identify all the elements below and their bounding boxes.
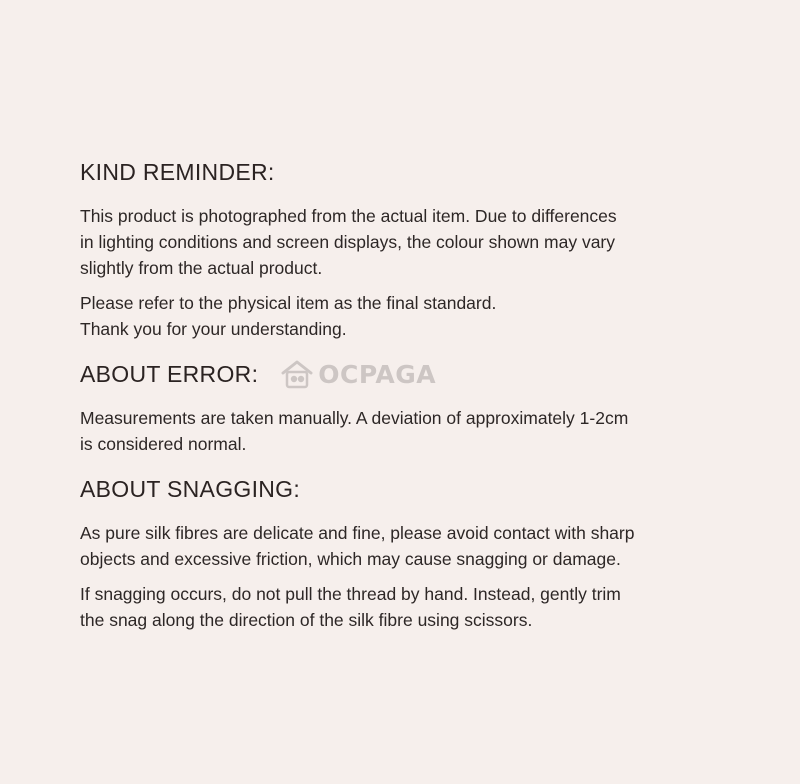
- about-error-heading: ABOUT ERROR:: [80, 361, 259, 387]
- kind-reminder-line: Thank you for your understanding.: [80, 319, 347, 339]
- watermark: [280, 359, 436, 389]
- watermark-text: OCPAGA: [318, 359, 437, 389]
- house-logo-icon: [280, 359, 314, 389]
- kind-reminder-section: [80, 150, 740, 342]
- about-snagging-line: If snagging occurs, do not pull the thread by hand. Instead, gently trim: [80, 584, 621, 604]
- about-error-line: is considered normal.: [80, 434, 247, 454]
- kind-reminder-line: This product is photographed from the actual item. Due to differences: [80, 206, 617, 226]
- kind-reminder-line: slightly from the actual product.: [80, 258, 323, 278]
- about-snagging-line: the snag along the direction of the silk fibre using scissors.: [80, 610, 533, 630]
- about-snagging-heading: ABOUT SNAGGING:: [80, 476, 301, 502]
- about-snagging-section: [80, 467, 740, 633]
- notice-content: [80, 150, 740, 633]
- kind-reminder-heading: KIND REMINDER:: [80, 159, 275, 185]
- about-snagging-line: objects and excessive friction, which may cause snagging or damage.: [80, 549, 621, 569]
- about-error-line: Measurements are taken manually. A deviation of approximately 1-2cm: [80, 408, 629, 428]
- about-error-section: [80, 352, 740, 457]
- kind-reminder-line: in lighting conditions and screen displays, the colour shown may vary: [80, 232, 616, 252]
- about-error-heading-row: [80, 352, 740, 396]
- kind-reminder-line: Please refer to the physical item as the final standard.: [80, 293, 497, 313]
- about-snagging-line: As pure silk fibres are delicate and fine, please avoid contact with sharp: [80, 523, 635, 543]
